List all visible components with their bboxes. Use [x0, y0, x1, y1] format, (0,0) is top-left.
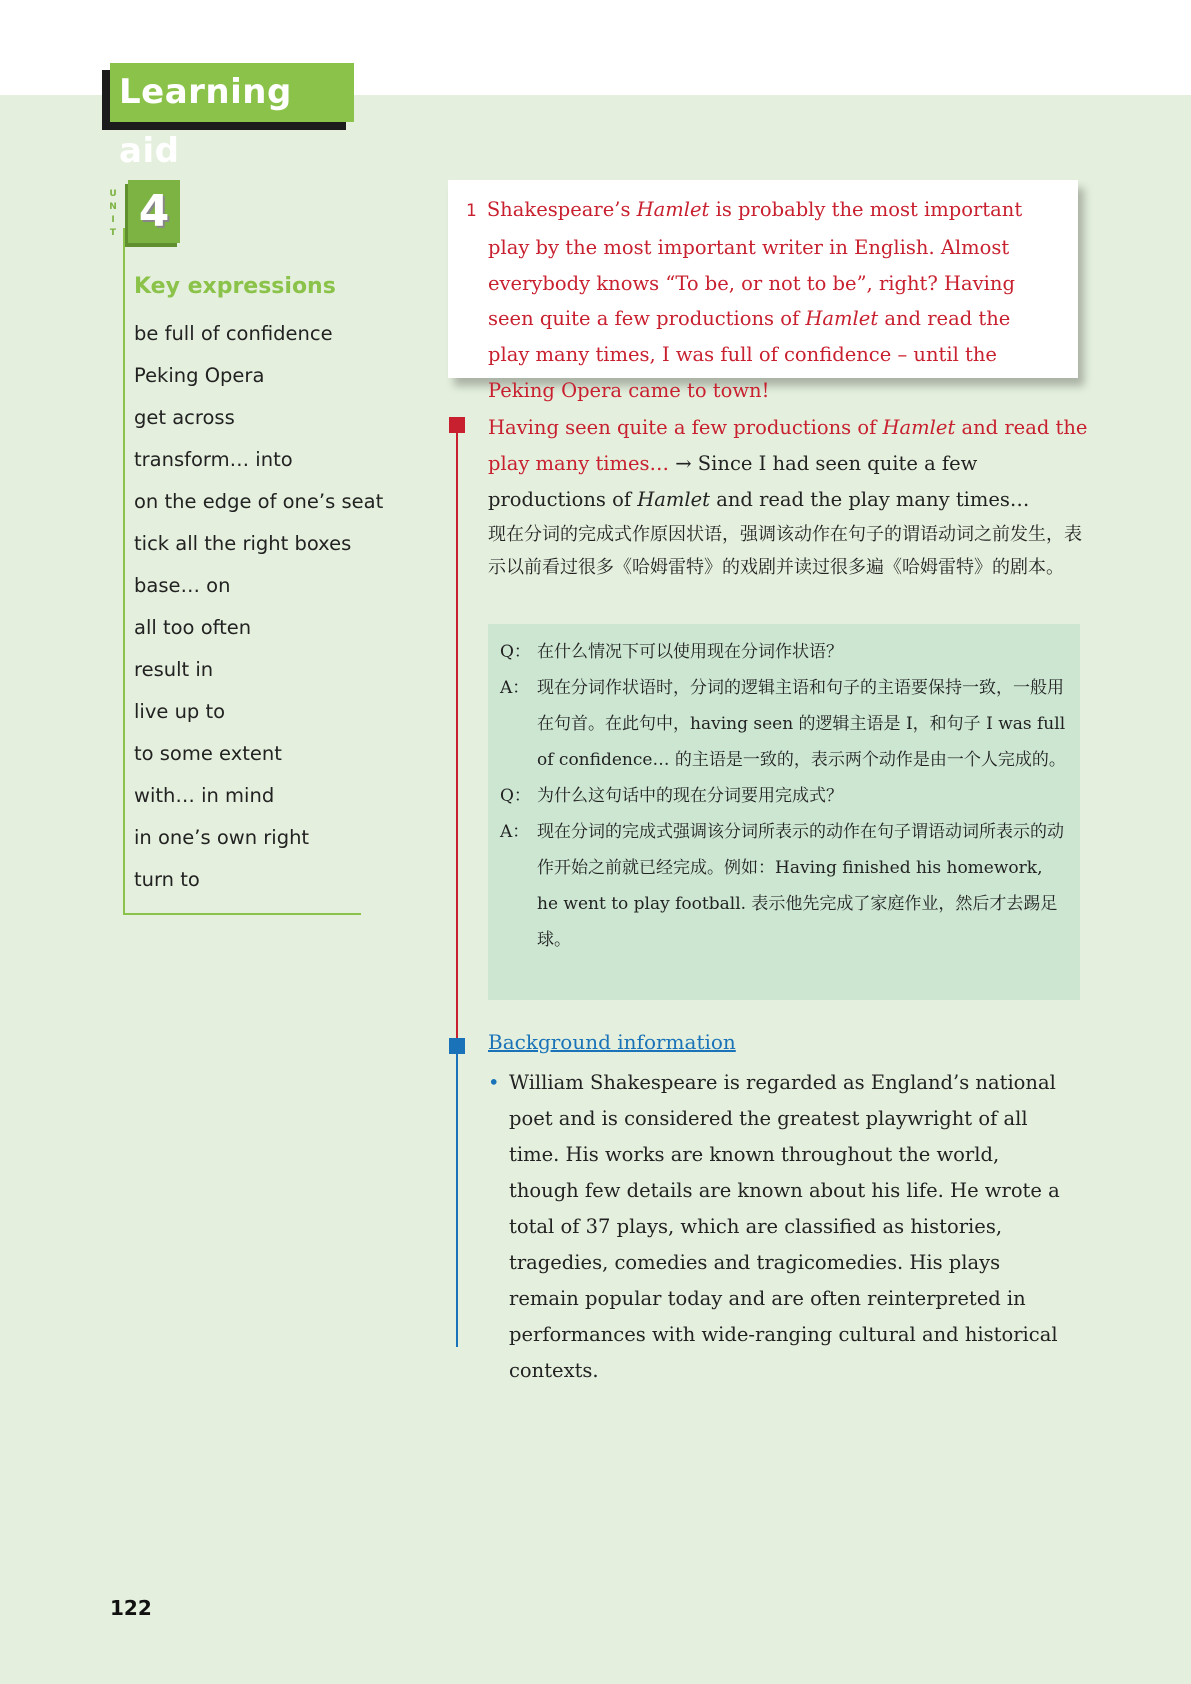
text-segment: Hamlet [882, 416, 956, 439]
background-info-heading: Background information [488, 1030, 736, 1054]
list-item: transform… into [134, 448, 293, 471]
list-item: get across [134, 406, 235, 429]
text-segment: Hamlet [805, 307, 879, 331]
divider [123, 913, 361, 915]
qa-item [500, 670, 1068, 778]
key-expressions-heading: Key expressions [134, 274, 336, 299]
text-segment: and read the play many times… [488, 416, 1088, 475]
list-item: on the edge of one’s seat [134, 490, 384, 513]
text-segment: is probably the most important play by the most important writer in English. Almost everybody knows “To be, or not to be”, right? Having seen quite a few productions of [488, 198, 1023, 331]
qa-text: 现在分词的完成式强调该分词所表示的动作在句子谓语动词所表示的动作开始之前就已经完成。例如：Having finished his homework, he went to play football. 表示他先完成了家庭作业，然后才去踢足球。 [537, 822, 1064, 950]
list-item: with… in mind [134, 784, 275, 807]
list-item: to some extent [134, 742, 282, 765]
qa-label: Q： [500, 786, 531, 806]
unit-label [106, 188, 120, 240]
text-segment: Hamlet [636, 198, 710, 221]
blue-square-icon [449, 1038, 465, 1054]
quote-box [448, 180, 1078, 402]
qa-box [488, 624, 1080, 1000]
list-item: all too often [134, 616, 252, 639]
qa-text: 为什么这句话中的现在分词要用完成式？ [537, 786, 843, 806]
list-item: base… on [134, 574, 231, 597]
text-segment: → Since I had seen quite a few productions of [488, 452, 978, 511]
unit-number-badge: 4 [128, 180, 180, 243]
key-expressions-list [134, 318, 383, 906]
red-square-icon [449, 417, 465, 433]
note-marker-line [456, 417, 458, 1042]
list-item: in one’s own right [134, 826, 310, 849]
qa-text: 在什么情况下可以使用现在分词作状语？ [537, 642, 843, 662]
background-info-text [488, 1065, 1068, 1389]
quote-number: 1 [466, 201, 477, 221]
list-item: tick all the right boxes [134, 532, 352, 555]
qa-item [500, 778, 1068, 814]
list-item: result in [134, 658, 214, 681]
divider [123, 228, 125, 915]
section-title: Learning aid [110, 63, 354, 122]
qa-text: 现在分词作状语时，分词的逻辑主语和句子的主语要保持一致，一般用在句首。在此句中，having seen 的逻辑主语是 I，和句子 I was full of confidence… 的主语是一致的，表示两个动作是由一个人完成的。 [537, 678, 1066, 770]
background-marker-line [456, 1042, 458, 1347]
note-text [488, 410, 1088, 518]
unit-label-text: UNIT [109, 189, 117, 238]
qa-item [500, 814, 1068, 958]
qa-label: A： [500, 822, 530, 842]
text-segment: Shakespeare’s [486, 198, 637, 221]
background-paragraph: William Shakespeare is regarded as England’s national poet and is considered the greatest playwright of all time. His works are known throughout the world, though few details are known about his life. He wrote a total of 37 plays, which are classified as histories, tragedies, comedies and tragicomedies. His plays remain popular today and are often reinterpreted in performances with wide-ranging cultural and historical contexts. [509, 1071, 1060, 1382]
qa-label: Q： [500, 642, 531, 662]
list-item: turn to [134, 868, 200, 891]
list-item: live up to [134, 700, 226, 723]
text-segment: and read the play many times… [710, 488, 1030, 511]
list-item: be full of confidence [134, 322, 333, 345]
quote-text [466, 192, 1048, 409]
text-segment: Having seen quite a few productions of [488, 416, 883, 439]
page-number: 122 [110, 1596, 152, 1620]
list-item: Peking Opera [134, 364, 265, 387]
text-segment: Hamlet [637, 488, 710, 511]
qa-item [500, 634, 1068, 670]
note-chinese: 现在分词的完成式作原因状语，强调该动作在句子的谓语动词之前发生，表示以前看过很多《哈姆雷特》的戏剧并读过很多遍《哈姆雷特》的剧本。 [488, 524, 1082, 578]
bullet-icon: • [488, 1071, 500, 1094]
text-segment: and read the play many times, I was full of confidence – until the Peking Opera came to town! [488, 307, 1011, 402]
qa-label: A： [500, 678, 530, 698]
grammar-note [488, 410, 1088, 584]
